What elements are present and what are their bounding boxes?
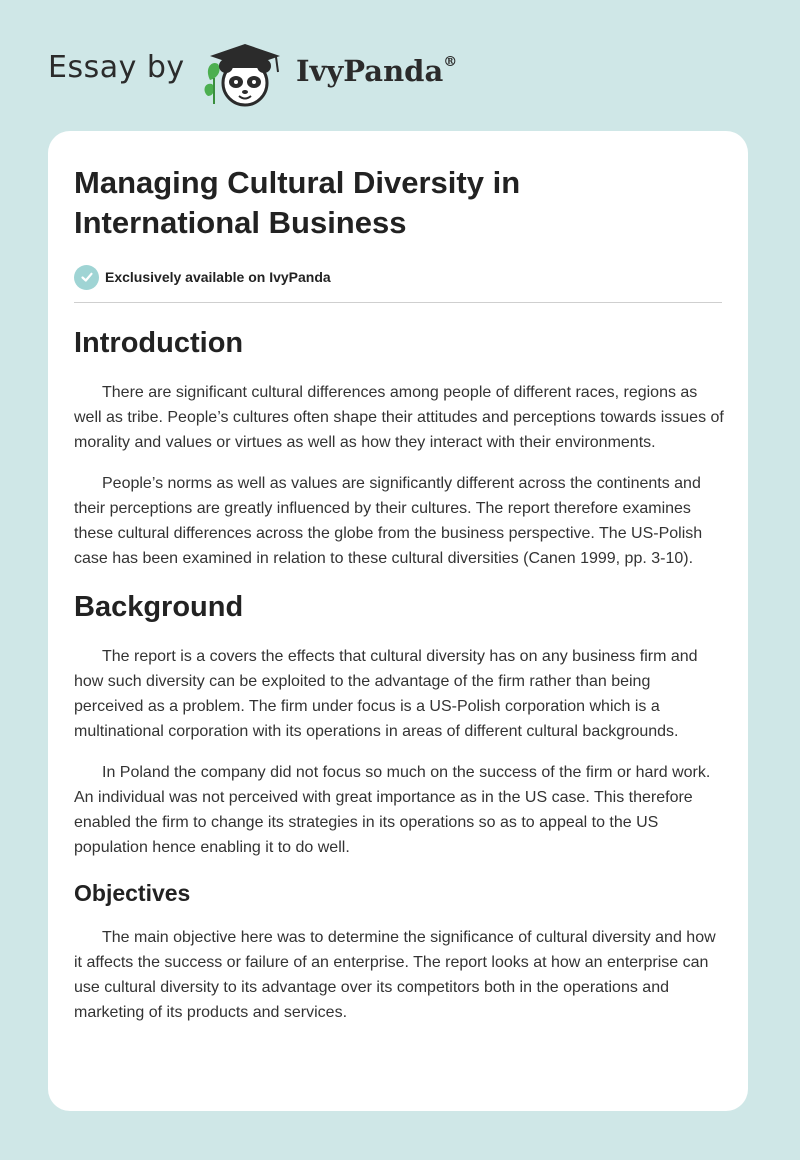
divider [74, 302, 722, 303]
article-title: Managing Cultural Diversity in International Business [74, 165, 521, 240]
panda-graduate-logo-icon[interactable] [200, 38, 290, 110]
site-header [0, 0, 800, 125]
article-body [74, 323, 724, 1025]
brand-name[interactable] [296, 54, 457, 88]
article-card [48, 131, 748, 1111]
section-heading-background: Background [74, 591, 244, 623]
paragraph: The report is a covers the effects that cultural diversity has on any business firm and how such diversity can be exploited to the advantage of the firm rather than being perceived as a problem. The firm under focus is a US-Polish corporation which is a multinational corporation with its operations in areas of different cultural backgrounds. [74, 648, 698, 740]
section-heading-objectives: Objectives [74, 880, 191, 906]
section-heading-introduction: Introduction [74, 327, 244, 359]
exclusive-badge [74, 264, 331, 290]
registered-mark: ® [443, 54, 458, 71]
paragraph: There are significant cultural differences among people of different races, regions as well as tribe. People’s cultures often shape their attitudes and perceptions towards issues of morality and values or virtues as well as how they interact with their environments. [74, 384, 724, 451]
paragraph: People’s norms as well as values are significantly different across the continents and their perceptions are greatly influenced by their cultures. The report therefore examines these cultural differences across the globe from the business perspective. The US-Polish case has been examined in relation to these cultural diversities (Canen 1999, pp. 3-10). [74, 475, 703, 567]
check-circle-icon [74, 265, 99, 290]
brand-text: IvyPanda [296, 54, 444, 88]
paragraph: In Poland the company did not focus so much on the success of the firm or hard work. An individual was not perceived with great importance as in the US case. This therefore enabled the firm to change its strategies in its operations so as to appeal to the US population hence enabling it to do well. [74, 764, 711, 856]
exclusive-text: Exclusively available on IvyPanda [105, 269, 331, 285]
essay-by-label: Essay by [48, 50, 185, 85]
paragraph: The main objective here was to determine the significance of cultural diversity and how it affects the success or failure of an enterprise. The report looks at how an enterprise can use cultural diversity to its advantage over its competitors both in the operations and marketing of its products and services. [74, 929, 716, 1021]
